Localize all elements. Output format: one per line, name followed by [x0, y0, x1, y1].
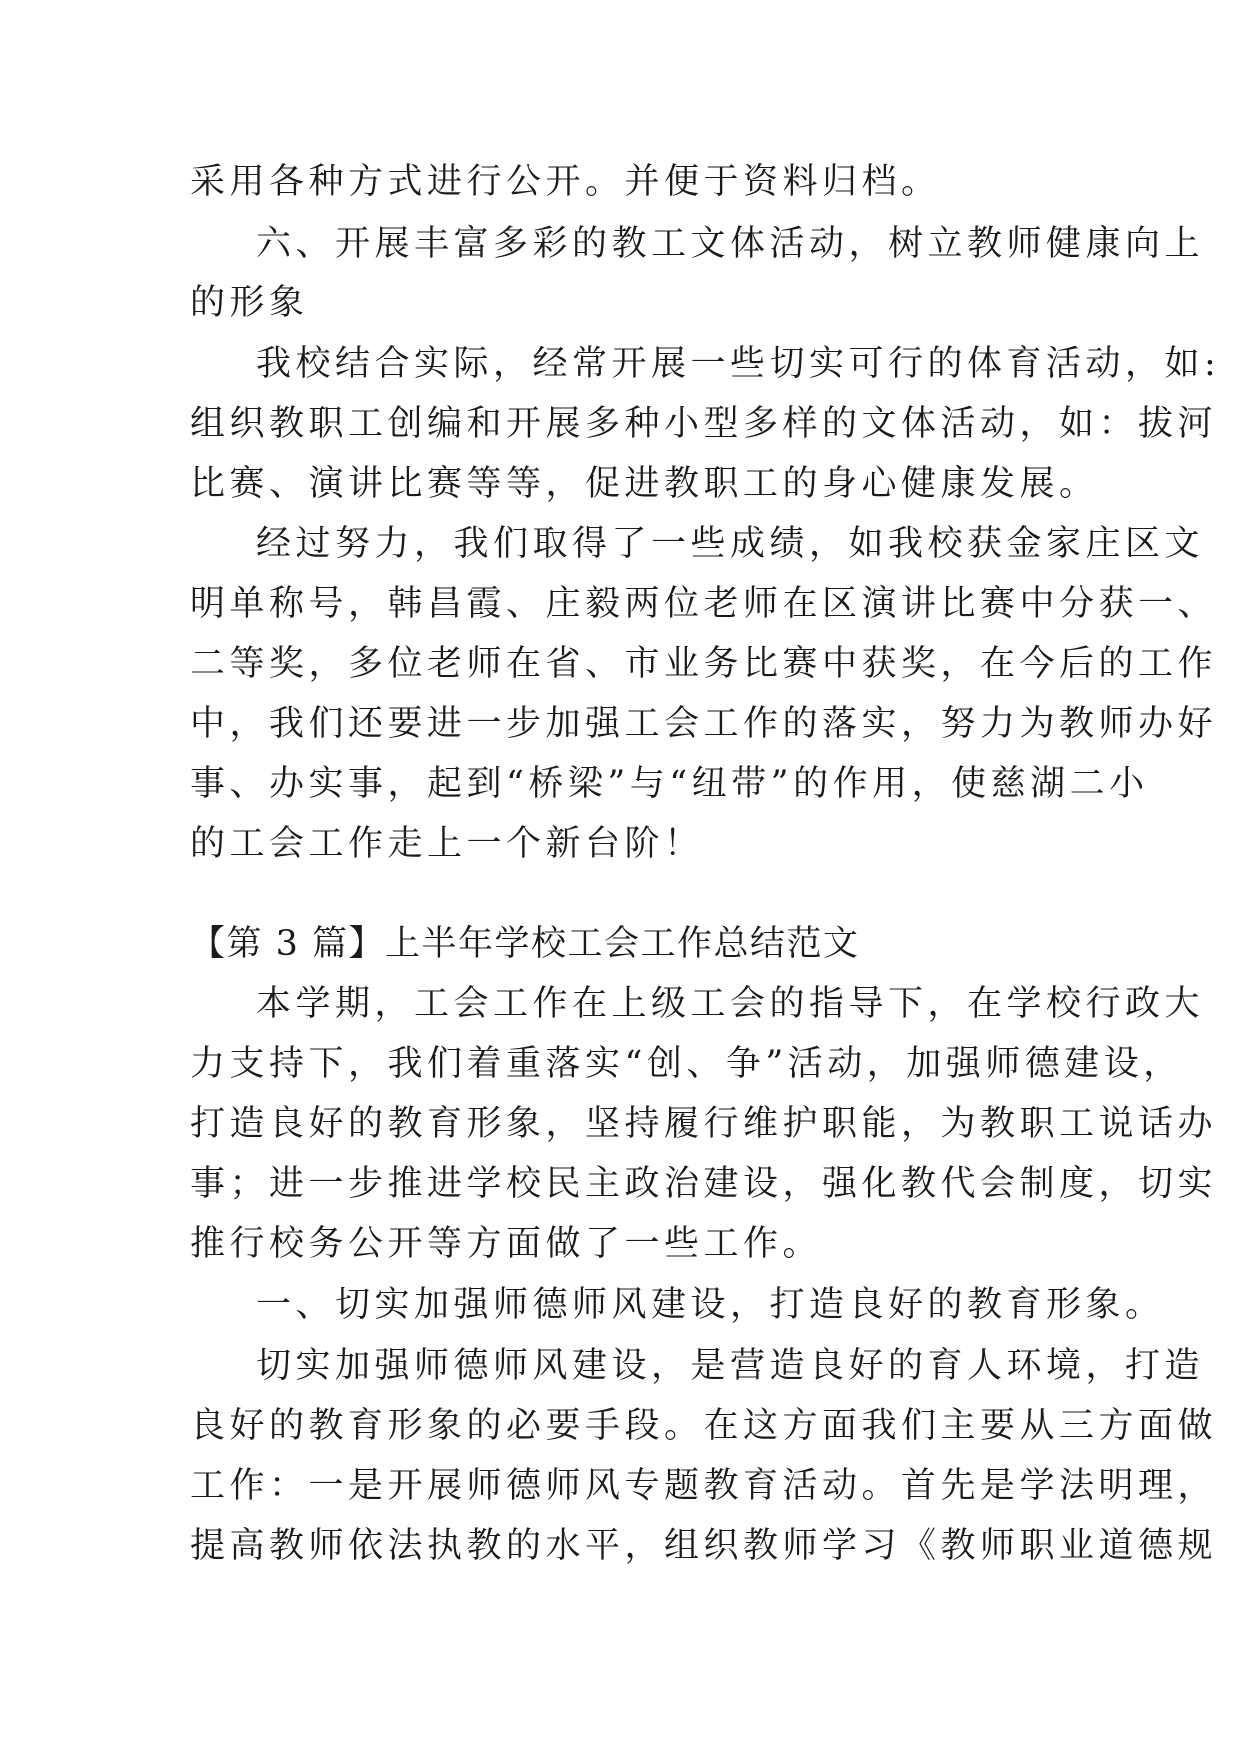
section-heading-line: 六、开展丰富多彩的教工文体活动，树立教师健康向上 [256, 224, 1205, 264]
body-text-line: 本学期，工会工作在上级工会的指导下，在学校行政大 [256, 984, 1205, 1024]
body-text-line: 推行校务公开等方面做了一些工作。 [190, 1224, 823, 1264]
body-text-line: 的工会工作走上一个新台阶！ [190, 824, 704, 864]
body-text-line: 二等奖，多位老师在省、市业务比赛中获奖，在今后的工作 [190, 644, 1218, 684]
body-text-line: 我校结合实际，经常开展一些切实可行的体育活动，如: [256, 344, 1221, 384]
body-text-line: 工作：一是开展师德师风专题教育活动。首先是学法明理， [190, 1466, 1218, 1506]
body-text-line: 事、办实事，起到“桥梁”与“纽带”的作用，使慈湖二小 [190, 764, 1149, 804]
body-text-line: 采用各种方式进行公开。并便于资料归档。 [190, 162, 941, 202]
body-text-line: 经过努力，我们取得了一些成绩，如我校获金家庄区文 [256, 524, 1205, 564]
body-text-line: 良好的教育形象的必要手段。在这方面我们主要从三方面做 [190, 1406, 1218, 1446]
article-title: 【第 3 篇】上半年学校工会工作总结范文 [190, 924, 860, 964]
body-text-line: 提高教师依法执教的水平，组织教师学习《教师职业道德规 [190, 1526, 1218, 1566]
body-text-line: 事；进一步推进学校民主政治建设，强化教代会制度，切实 [190, 1164, 1218, 1204]
body-text-line: 切实加强师德师风建设，是营造良好的育人环境，打造 [256, 1346, 1205, 1386]
body-text-line: 力支持下，我们着重落实“创、争”活动，加强师德建设， [190, 1044, 1183, 1084]
body-text-line: 比赛、演讲比赛等等，促进教职工的身心健康发展。 [190, 464, 1099, 504]
body-text-line: 打造良好的教育形象，坚持履行维护职能，为教职工说话办 [190, 1104, 1218, 1144]
section-heading-line: 的形象 [190, 283, 309, 323]
body-text-line: 中，我们还要进一步加强工会工作的落实，努力为教师办好 [190, 704, 1218, 744]
body-text-line: 组织教职工创编和开展多种小型多样的文体活动，如：拔河 [190, 404, 1218, 444]
section-heading-line: 一、切实加强师德师风建设，打造良好的教育形象。 [256, 1285, 1165, 1325]
body-text-line: 明单称号，韩昌霞、庄毅两位老师在区演讲比赛中分获一、 [190, 584, 1218, 624]
